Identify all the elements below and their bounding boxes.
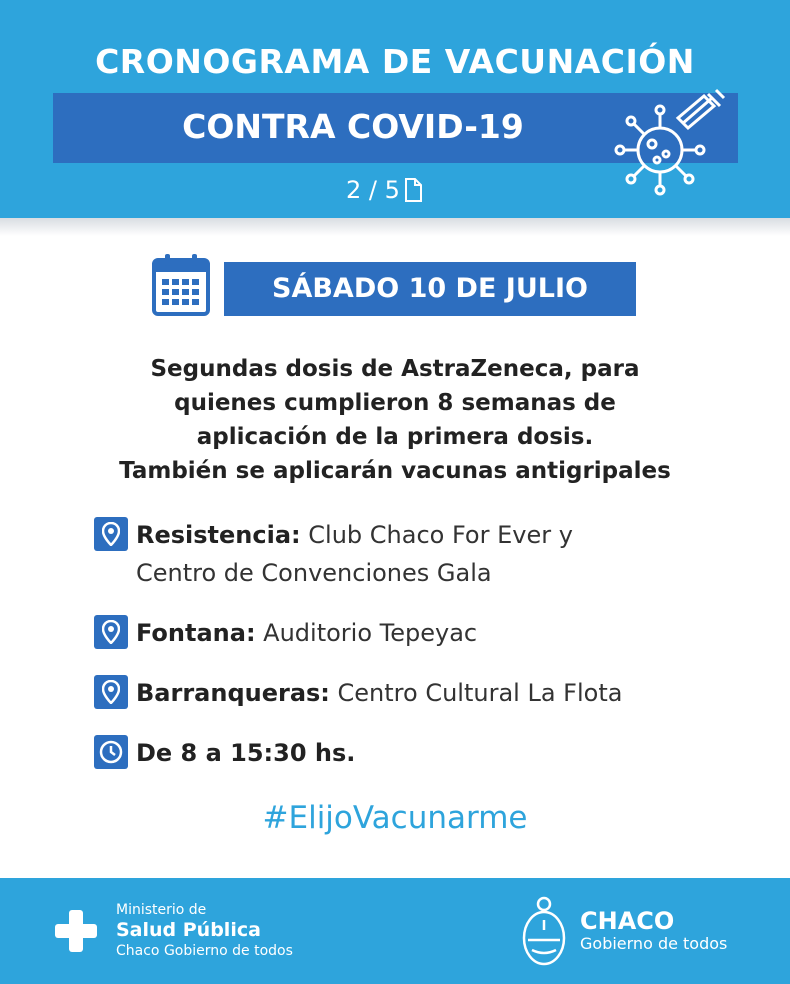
footer: [0, 878, 790, 984]
location-city: Barranqueras:: [136, 679, 330, 707]
chaco-title: CHACO: [580, 907, 675, 935]
province-seal-icon: [520, 894, 568, 970]
hashtag: #ElijoVacunarme: [262, 800, 528, 836]
plus-icon: [53, 908, 99, 954]
location-resistencia: [94, 516, 573, 592]
page-indicator-text: 2 / 5: [346, 176, 400, 204]
divider-shadow: [0, 218, 790, 236]
description-line-1: Segundas dosis de AstraZeneca, para: [150, 356, 640, 382]
header: [0, 0, 790, 218]
location-city: Resistencia:: [136, 521, 301, 549]
title-line-1: CRONOGRAMA DE VACUNACIÓN: [95, 42, 695, 81]
location-barranqueras: [94, 674, 622, 712]
description: [60, 352, 730, 488]
title-line-2: CONTRA COVID-19: [182, 107, 524, 146]
chaco-subtitle: Gobierno de todos: [580, 934, 728, 953]
date-banner: SÁBADO 10 DE JULIO: [224, 262, 636, 316]
ministry-line-3: Chaco Gobierno de todos: [116, 943, 293, 959]
location-pin-icon: [94, 675, 128, 709]
clock-icon: [94, 735, 128, 769]
location-place: Club Chaco For Ever y: [300, 521, 573, 549]
description-line-3: aplicación de la primera dosis.: [196, 424, 594, 450]
location-city: Fontana:: [136, 619, 256, 647]
location-place-line-2: Centro de Convenciones Gala: [136, 559, 492, 587]
document-icon: [404, 178, 422, 202]
location-pin-icon: [94, 615, 128, 649]
schedule-text: De 8 a 15:30 hs.: [136, 739, 356, 767]
ministry-logo: [116, 902, 293, 960]
calendar-icon: [152, 252, 210, 316]
chaco-logo: [580, 908, 727, 954]
description-line-4: También se aplicarán vacunas antigripales: [119, 458, 671, 484]
ministry-line-1: Ministerio de: [116, 902, 207, 918]
page-indicator: [346, 176, 422, 204]
location-place: Auditorio Tepeyac: [255, 619, 478, 647]
schedule: [94, 734, 355, 772]
location-place: Centro Cultural La Flota: [329, 679, 623, 707]
ministry-line-2: Salud Pública: [116, 919, 261, 941]
location-pin-icon: [94, 517, 128, 551]
description-line-2: quienes cumplieron 8 semanas de: [174, 390, 616, 416]
virus-syringe-icon: [612, 88, 730, 206]
location-fontana: [94, 614, 477, 652]
